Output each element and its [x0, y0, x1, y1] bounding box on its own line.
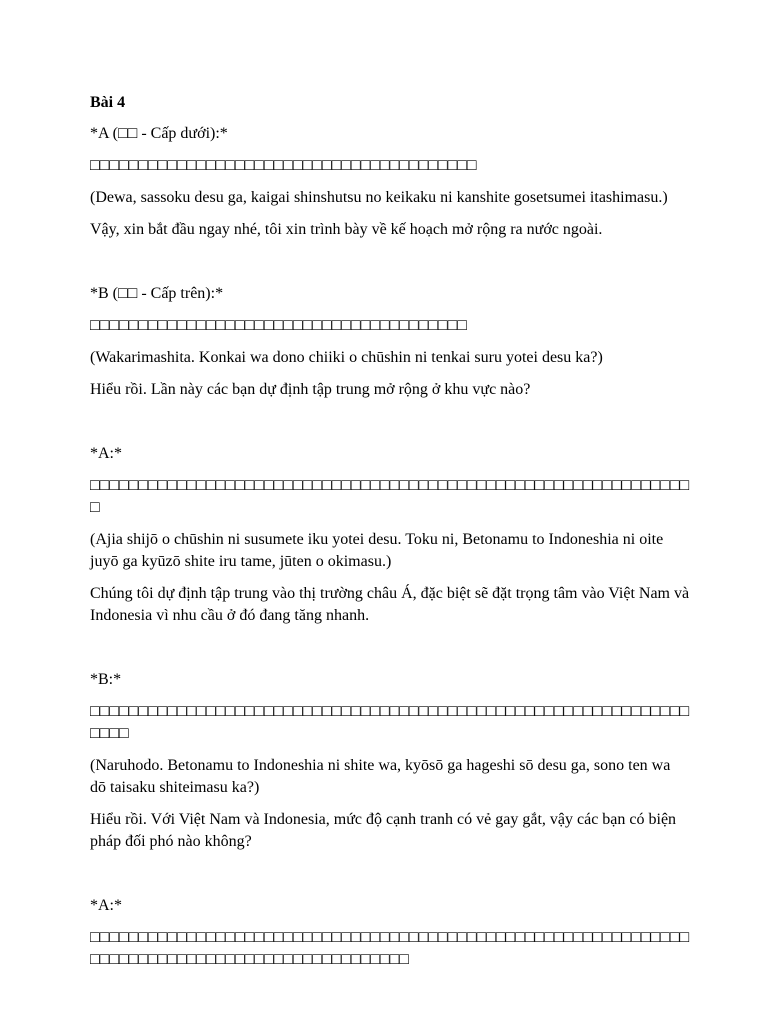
romaji-line: (Ajia shijō o chūshin ni susumete iku yotei desu. Toku ni, Betonamu to Indoneshia ni oite juyō ga kyūzō shite iru tame, jūten o okimasu.) — [90, 531, 664, 570]
vietnamese-line: Chúng tôi dự định tập trung vào thị trường châu Á, đặc biệt sẽ đặt trọng tâm vào Việt Nam và Indonesia vì nhu cầu ở đó đang tăng nhanh. — [90, 585, 690, 624]
japanese-line: □□□□□□□□□□□□□□□□□□□□□□□□□□□□□□□□□□□□□□□□□□□□□□□□□□□□□□□□□□□□□□□□□□ — [90, 703, 690, 742]
speaker-label: *A:* — [90, 897, 122, 914]
japanese-line: □□□□□□□□□□□□□□□□□□□□□□□□□□□□□□□□□□□□□□□□□□□□□□□□□□□□□□□□□□□□□□□□□□□□□□□□□□□□□□□□□□□□□□□□□□□□□□□ — [90, 929, 690, 968]
dialogue-block-3 — [90, 443, 690, 627]
vietnamese-line: Hiểu rồi. Lần này các bạn dự định tập trung mở rộng ở khu vực nào? — [90, 381, 531, 398]
vietnamese-line: Hiểu rồi. Với Việt Nam và Indonesia, mức độ cạnh tranh có vẻ gay gắt, vậy các bạn có biện pháp đối phó nào không? — [90, 811, 677, 850]
spacer — [90, 863, 690, 895]
spacer — [90, 411, 690, 443]
dialogue-block-4 — [90, 669, 690, 853]
vietnamese-line: Vậy, xin bắt đầu ngay nhé, tôi xin trình bày về kế hoạch mở rộng ra nước ngoài. — [90, 221, 603, 238]
romaji-line: (Naruhodo. Betonamu to Indoneshia ni shite wa, kyōsō ga hageshi sō desu ga, sono ten wa dō taisaku shiteimasu ka?) — [90, 757, 671, 796]
document-content — [90, 92, 690, 981]
japanese-line: □□□□□□□□□□□□□□□□□□□□□□□□□□□□□□□□□□□□□□□□ — [90, 157, 477, 174]
dialogue-block-1 — [90, 123, 690, 241]
speaker-label: *A (□□ - Cấp dưới):* — [90, 125, 228, 142]
dialogue-block-2 — [90, 283, 690, 401]
speaker-label: *B (□□ - Cấp trên):* — [90, 285, 224, 302]
japanese-line: □□□□□□□□□□□□□□□□□□□□□□□□□□□□□□□□□□□□□□□ — [90, 317, 467, 334]
japanese-line: □□□□□□□□□□□□□□□□□□□□□□□□□□□□□□□□□□□□□□□□□□□□□□□□□□□□□□□□□□□□□□□ — [90, 477, 690, 516]
lesson-title: Bài 4 — [90, 94, 126, 111]
spacer — [90, 251, 690, 283]
spacer — [90, 637, 690, 669]
dialogue-block-5 — [90, 895, 690, 971]
speaker-label: *B:* — [90, 671, 122, 688]
romaji-line: (Dewa, sassoku desu ga, kaigai shinshutsu no keikaku ni kanshite gosetsumei itashimasu.) — [90, 189, 668, 206]
speaker-label: *A:* — [90, 445, 122, 462]
romaji-line: (Wakarimashita. Konkai wa dono chiiki o chūshin ni tenkai suru yotei desu ka?) — [90, 349, 603, 366]
